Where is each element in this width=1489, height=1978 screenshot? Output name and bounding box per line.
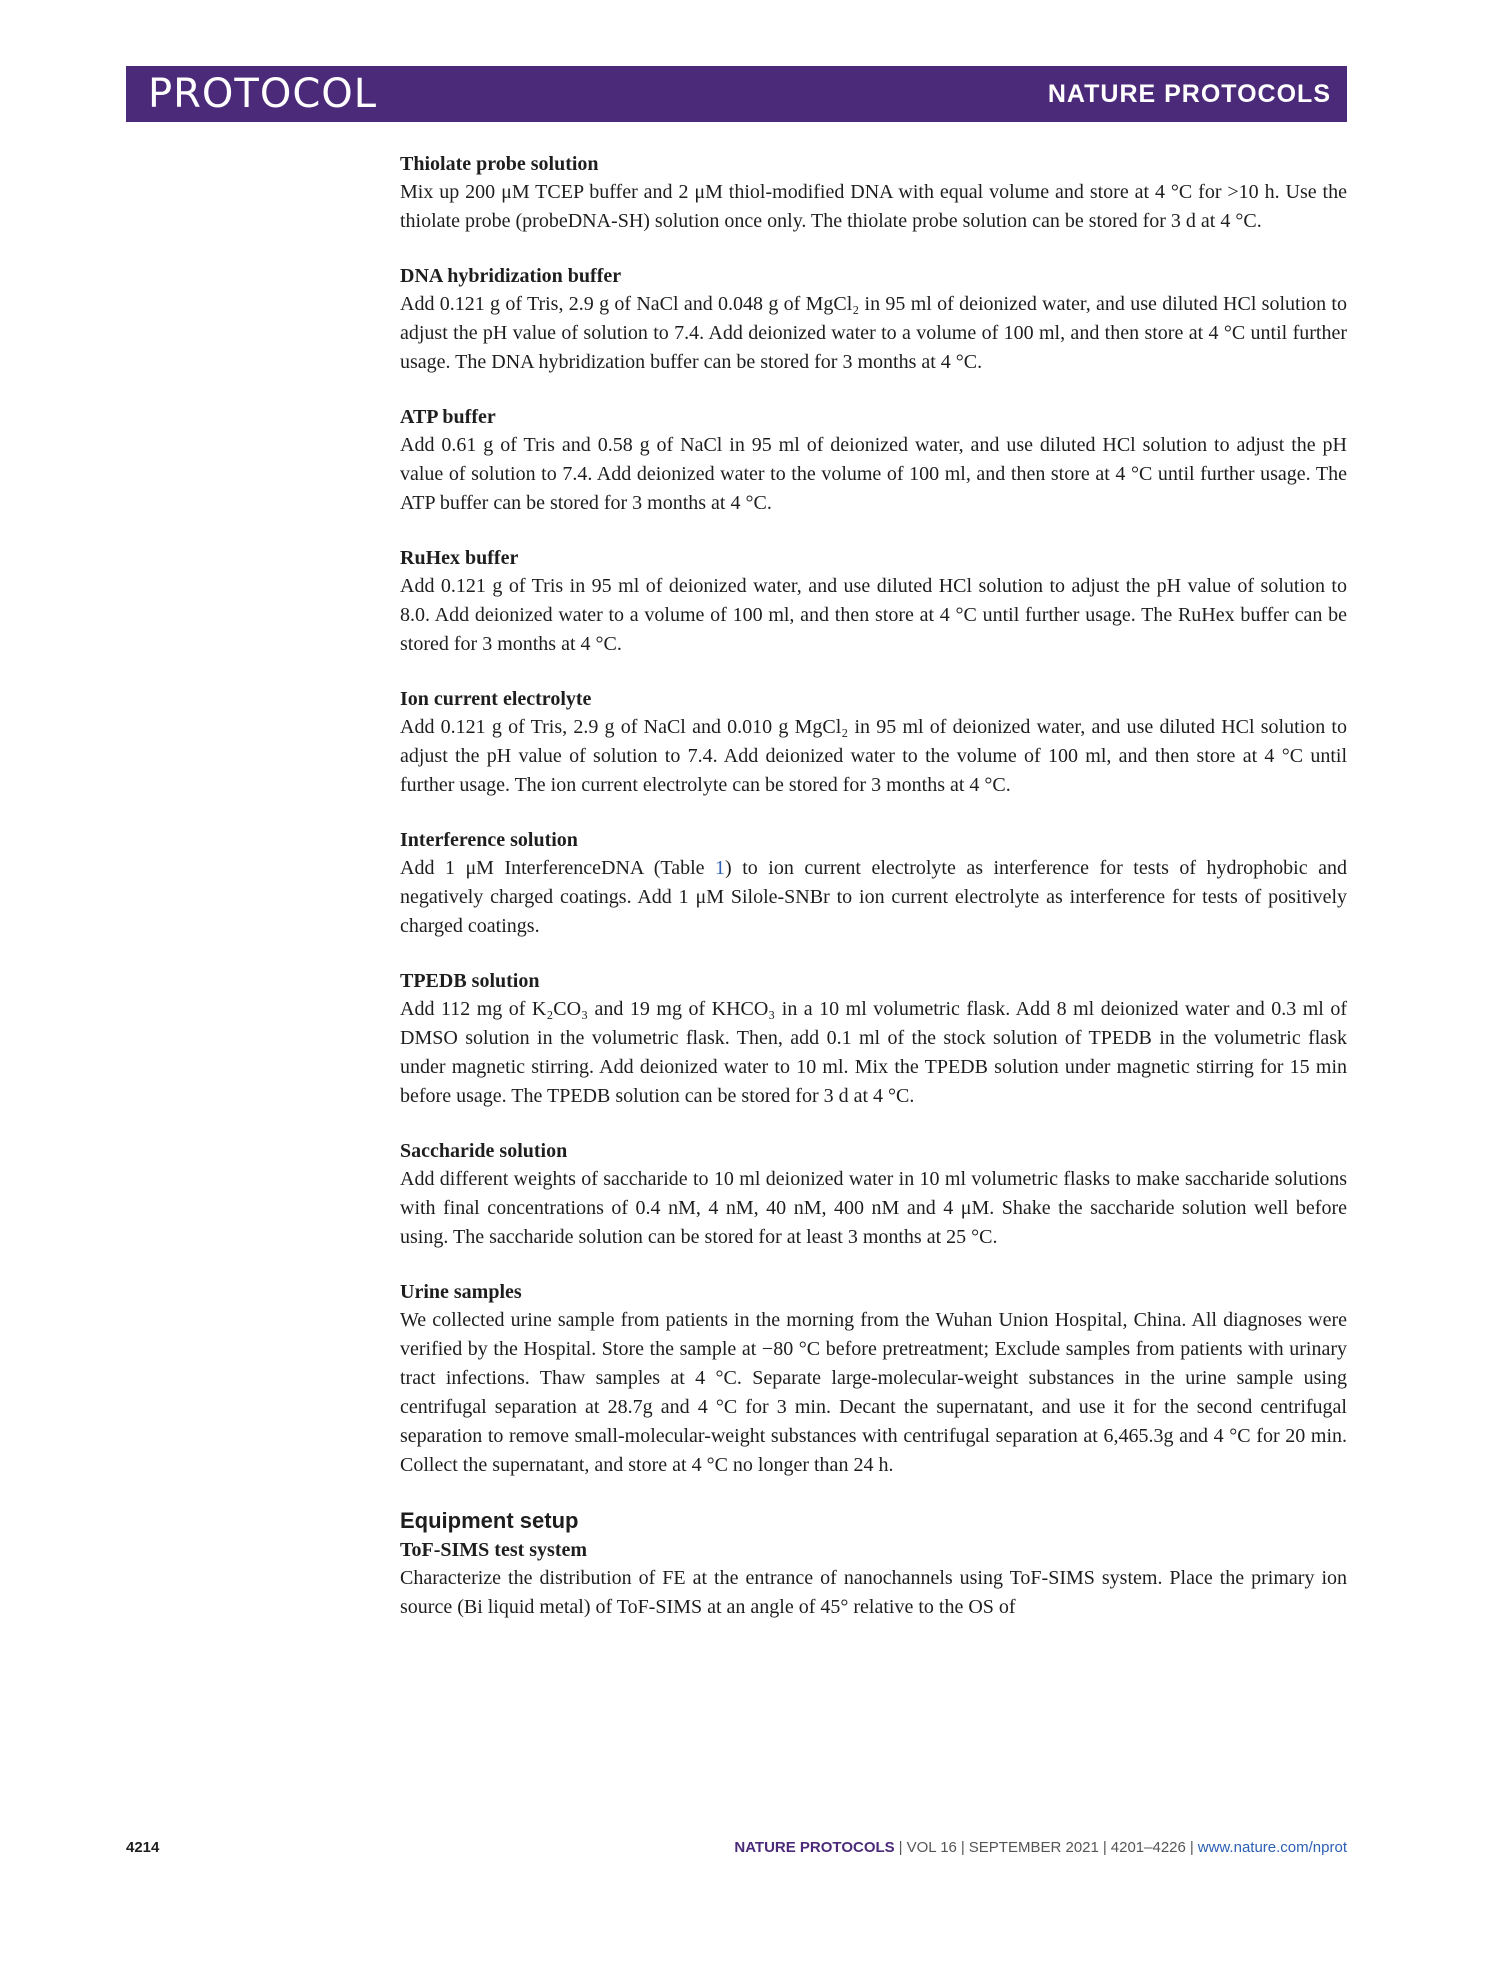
page-footer [126, 1836, 1347, 1860]
section-title: Ion current electrolyte [400, 688, 592, 710]
main-content [400, 150, 1347, 1622]
separator: | [898, 1839, 903, 1856]
body-text-pre: Add 1 μM InterferenceDNA (Table [400, 857, 716, 879]
header-label-protocol: PROTOCOL [148, 71, 378, 117]
section-body: Add different weights of saccharide to 10 ml deionized water in 10 ml volumetric flasks to make saccharide solutions with final concentrations of 0.4 nM, 4 nM, 40 nM, 400 nM and 4 μM. Shake the saccharide solution well before using. The saccharide solution can be stored for at least 3 months at 25 °C. [400, 1168, 1347, 1248]
section-body: Add 0.121 g of Tris, 2.9 g of NaCl and 0.010 g MgCl₂ in 95 ml of deionized water, and use diluted HCl solution to adjust the pH value of solution to 7.4. Add deionized water to the volume of 100 ml, and then store at 4 °C until further usage. The ion current electrolyte can be stored for 3 months at 4 °C. [400, 716, 1347, 796]
section-ion-current [400, 685, 1347, 800]
section-title: Urine samples [400, 1281, 522, 1303]
header-journal-name: NATURE PROTOCOLS [1047, 80, 1331, 108]
section-body: Add 112 mg of K₂CO₃ and 19 mg of KHCO₃ in a 10 ml volumetric flask. Add 8 ml deionized water and 0.3 ml of DMSO solution in the volumetric flask. Then, add 0.1 ml of the stock solution of TPEDB in the volumetric flask under magnetic stirring. Add deionized water to 10 ml. Mix the TPEDB solution under magnetic stirring for 15 min before usage. The TPEDB solution can be stored for 3 d at 4 °C. [400, 998, 1347, 1107]
section-body: Mix up 200 μM TCEP buffer and 2 μM thiol-modified DNA with equal volume and store at 4 °C for >10 h. Use the thiolate probe (probeDNA-SH) solution once only. The thiolate probe solution can be stored for 3 d at 4 °C. [400, 181, 1347, 232]
section-dna-hybridization [400, 262, 1347, 377]
section-title: TPEDB solution [400, 970, 540, 992]
equipment-subheading: ToF-SIMS test system [400, 1539, 588, 1561]
section-title: ATP buffer [400, 406, 496, 428]
section-tpedb [400, 967, 1347, 1111]
section-title: Saccharide solution [400, 1140, 568, 1162]
section-interference [400, 826, 1347, 941]
footer-volume: VOL 16 [906, 1839, 957, 1856]
footer-url-link[interactable]: www.nature.com/nprot [1197, 1839, 1347, 1856]
section-title: Thiolate probe solution [400, 153, 599, 175]
separator: | [960, 1839, 965, 1856]
footer-date: SEPTEMBER 2021 [968, 1839, 1099, 1856]
equipment-setup [400, 1506, 1347, 1622]
table-link[interactable]: 1 [715, 857, 726, 879]
footer-journal-name: NATURE PROTOCOLS [734, 1839, 895, 1856]
section-body: Add 0.121 g of Tris in 95 ml of deionized water, and use diluted HCl solution to adjust the pH value of solution to 8.0. Add deionized water to a volume of 100 ml, and then store at 4 °C until further usage. The RuHex buffer can be stored for 3 months at 4 °C. [400, 575, 1347, 655]
section-urine-samples [400, 1278, 1347, 1480]
separator: | [1189, 1839, 1194, 1856]
page-header [126, 66, 1347, 122]
section-body [400, 854, 1347, 941]
section-body: We collected urine sample from patients in the morning from the Wuhan Union Hospital, China. All diagnoses were verified by the Hospital. Store the sample at −80 °C before pretreatment; Exclude samples from patients with urinary tract infections. Thaw samples at 4 °C. Separate large-molecular-weight substances in the urine sample using centrifugal separation at 28.7g and 4 °C for 3 min. Decant the supernatant, and use it for the second centrifugal separation to remove small-molecular-weight substances with centrifugal separation at 6,465.3g and 4 °C for 20 min. Collect the supernatant, and store at 4 °C no longer than 24 h. [400, 1309, 1347, 1476]
section-thiolate-probe [400, 150, 1347, 236]
body-text-post: ) to ion current electrolyte as interference for tests of hydrophobic and negatively charged coatings. Add 1 μM Silole-SNBr to ion current electrolyte as interference for tests of positively charged coatings. [400, 857, 1347, 937]
equipment-body: Characterize the distribution of FE at the entrance of nanochannels using ToF-SIMS system. Place the primary ion source (Bi liquid metal) of ToF-SIMS at an angle of 45° relative to the OS of [400, 1567, 1347, 1618]
section-saccharide [400, 1137, 1347, 1252]
equipment-heading: Equipment setup [400, 1508, 579, 1533]
section-ruhex-buffer [400, 544, 1347, 659]
journal-citation [734, 1836, 1347, 1860]
section-title: RuHex buffer [400, 547, 519, 569]
page-number: 4214 [126, 1839, 160, 1856]
section-title: Interference solution [400, 829, 578, 851]
section-body: Add 0.61 g of Tris and 0.58 g of NaCl in 95 ml of deionized water, and use diluted HCl solution to adjust the pH value of solution to 7.4. Add deionized water to the volume of 100 ml, and then store at 4 °C until further usage. The ATP buffer can be stored for 3 months at 4 °C. [400, 434, 1347, 514]
footer-pages: 4201–4226 [1110, 1839, 1186, 1856]
separator: | [1102, 1839, 1107, 1856]
section-body: Add 0.121 g of Tris, 2.9 g of NaCl and 0.048 g of MgCl₂ in 95 ml of deionized water, and use diluted HCl solution to adjust the pH value of solution to 7.4. Add deionized water to a volume of 100 ml, and then store at 4 °C until further usage. The DNA hybridization buffer can be stored for 3 months at 4 °C. [400, 293, 1347, 373]
section-atp-buffer [400, 403, 1347, 518]
section-title: DNA hybridization buffer [400, 265, 622, 287]
